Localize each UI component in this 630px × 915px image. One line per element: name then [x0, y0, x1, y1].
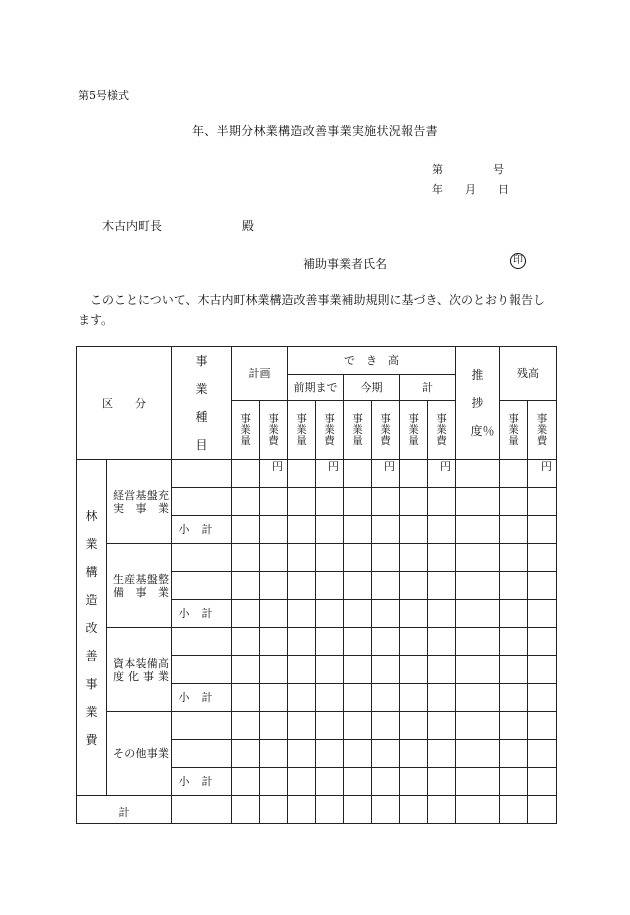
table-cell[interactable] — [456, 544, 500, 572]
table-cell[interactable] — [400, 684, 428, 712]
table-cell[interactable] — [260, 684, 288, 712]
plan-cost-header: 事業費 — [260, 401, 288, 460]
table-cell[interactable] — [428, 572, 456, 600]
addressee: 木古内町長 — [102, 219, 163, 233]
table-cell[interactable] — [500, 544, 528, 572]
doc-no-prefix: 第 — [432, 163, 443, 176]
subtotal-label: 小計 — [172, 768, 232, 796]
table-cell[interactable] — [428, 488, 456, 516]
table-cell[interactable] — [372, 768, 400, 796]
table-cell[interactable] — [400, 796, 428, 824]
table-cell[interactable] — [428, 796, 456, 824]
table-cell[interactable] — [288, 460, 316, 488]
table-cell[interactable] — [528, 516, 557, 544]
plan-qty-header: 事業量 — [232, 401, 260, 460]
table-cell[interactable] — [456, 628, 500, 656]
table-cell[interactable] — [528, 712, 557, 740]
table-cell[interactable] — [372, 516, 400, 544]
table-cell[interactable] — [344, 684, 372, 712]
table-cell[interactable] — [172, 488, 232, 516]
table-cell[interactable] — [288, 684, 316, 712]
table-cell[interactable] — [260, 712, 288, 740]
doc-no-suffix: 号 — [493, 163, 504, 176]
table-cell[interactable] — [172, 712, 232, 740]
table-cell[interactable] — [316, 796, 344, 824]
table-cell[interactable] — [400, 460, 428, 488]
table-cell[interactable] — [456, 712, 500, 740]
table-cell[interactable] — [288, 768, 316, 796]
table-cell[interactable] — [456, 600, 500, 628]
table-cell[interactable] — [400, 488, 428, 516]
yen-unit: 円 — [528, 460, 557, 488]
date-year: 年 — [432, 183, 443, 196]
table-cell[interactable] — [316, 656, 344, 684]
table-cell[interactable] — [316, 628, 344, 656]
table-cell[interactable] — [528, 544, 557, 572]
table-cell[interactable] — [428, 656, 456, 684]
table-cell[interactable] — [232, 516, 260, 544]
table-cell[interactable] — [528, 796, 557, 824]
table-cell[interactable] — [500, 488, 528, 516]
table-cell[interactable] — [316, 740, 344, 768]
table-cell[interactable] — [500, 712, 528, 740]
report-body-text: このことについて、木古内町林業構造改善事業補助規則に基づき、次のとおり報告します。 — [78, 293, 546, 327]
current-header: 今期 — [344, 375, 400, 401]
category-2-label: 生産基盤整備事業 — [107, 544, 172, 628]
table-cell[interactable] — [400, 572, 428, 600]
table-cell[interactable] — [400, 544, 428, 572]
table-cell[interactable] — [372, 712, 400, 740]
remaining-qty-header: 事業量 — [500, 401, 528, 460]
table-cell[interactable] — [260, 544, 288, 572]
date-day: 日 — [498, 183, 509, 196]
table-cell[interactable] — [344, 712, 372, 740]
subtotal-label: 小計 — [172, 600, 232, 628]
table-cell[interactable] — [288, 656, 316, 684]
table-cell[interactable] — [528, 572, 557, 600]
project-type-header: 事業種目 — [172, 347, 232, 460]
table-cell[interactable] — [172, 796, 232, 824]
table-cell[interactable] — [260, 488, 288, 516]
total-qty-header: 事業量 — [400, 401, 428, 460]
table-cell[interactable] — [400, 600, 428, 628]
table-cell[interactable] — [344, 572, 372, 600]
table-cell[interactable] — [344, 628, 372, 656]
table-cell[interactable] — [372, 628, 400, 656]
table-cell[interactable] — [172, 740, 232, 768]
document-title: 年、半期分林業構造改善事業実施状況報告書 — [191, 124, 438, 138]
table-cell[interactable] — [428, 516, 456, 544]
table-cell[interactable] — [344, 768, 372, 796]
table-cell[interactable] — [372, 572, 400, 600]
table-cell[interactable] — [372, 488, 400, 516]
table-cell[interactable] — [260, 740, 288, 768]
grand-total-label: 計 — [77, 796, 172, 824]
table-cell[interactable] — [288, 572, 316, 600]
table-cell[interactable] — [528, 740, 557, 768]
table-cell[interactable] — [456, 460, 500, 488]
table-cell[interactable] — [456, 572, 500, 600]
table-cell[interactable] — [528, 768, 557, 796]
table-cell[interactable] — [528, 628, 557, 656]
table-cell[interactable] — [232, 628, 260, 656]
table-cell[interactable] — [372, 656, 400, 684]
total-col-header: 計 — [400, 375, 456, 401]
table-cell[interactable] — [232, 488, 260, 516]
table-cell[interactable] — [288, 628, 316, 656]
table-cell[interactable] — [260, 796, 288, 824]
remaining-header: 残高 — [500, 347, 557, 401]
table-cell[interactable] — [400, 768, 428, 796]
applicant-label: 補助事業者氏名 — [303, 257, 388, 271]
division-header: 区 分 — [77, 347, 172, 460]
table-cell[interactable] — [344, 516, 372, 544]
table-cell[interactable] — [400, 516, 428, 544]
table-cell[interactable] — [400, 628, 428, 656]
table-cell[interactable] — [316, 544, 344, 572]
table-cell[interactable] — [172, 628, 232, 656]
prior-cost-header: 事業費 — [316, 401, 344, 460]
yen-unit: 円 — [372, 460, 400, 488]
table-cell[interactable] — [528, 656, 557, 684]
table-cell[interactable] — [232, 740, 260, 768]
table-cell[interactable] — [456, 516, 500, 544]
table-cell[interactable] — [316, 488, 344, 516]
table-cell[interactable] — [260, 516, 288, 544]
table-cell[interactable] — [232, 460, 260, 488]
table-cell[interactable] — [232, 768, 260, 796]
table-cell[interactable] — [528, 684, 557, 712]
category-4-label: その他事業 — [107, 712, 172, 796]
table-cell[interactable] — [232, 796, 260, 824]
table-cell[interactable] — [288, 516, 316, 544]
table-cell[interactable] — [456, 740, 500, 768]
table-cell[interactable] — [500, 572, 528, 600]
table-cell[interactable] — [316, 572, 344, 600]
plan-header: 計画 — [232, 347, 288, 401]
table-cell[interactable] — [288, 544, 316, 572]
form-number: 第5号様式 — [78, 89, 129, 102]
current-cost-header: 事業費 — [372, 401, 400, 460]
table-cell[interactable] — [428, 768, 456, 796]
table-cell[interactable] — [232, 600, 260, 628]
table-cell[interactable] — [372, 600, 400, 628]
yen-unit: 円 — [428, 460, 456, 488]
table-cell[interactable] — [232, 684, 260, 712]
table-cell[interactable] — [500, 600, 528, 628]
table-cell[interactable] — [288, 796, 316, 824]
table-cell[interactable] — [316, 684, 344, 712]
table-cell[interactable] — [428, 628, 456, 656]
table-cell[interactable] — [500, 628, 528, 656]
yen-unit: 円 — [316, 460, 344, 488]
table-cell[interactable] — [500, 796, 528, 824]
report-table — [76, 346, 557, 824]
table-cell[interactable] — [456, 768, 500, 796]
table-cell[interactable] — [232, 572, 260, 600]
table-cell[interactable] — [232, 544, 260, 572]
table-cell[interactable] — [428, 740, 456, 768]
table-cell[interactable] — [456, 684, 500, 712]
date-month: 月 — [465, 183, 476, 196]
table-cell[interactable] — [500, 684, 528, 712]
table-cell[interactable] — [400, 740, 428, 768]
table-cell[interactable] — [500, 740, 528, 768]
category-3-label: 資本装備高度化事業 — [107, 628, 172, 712]
table-cell[interactable] — [172, 656, 232, 684]
table-cell[interactable] — [372, 684, 400, 712]
subtotal-label: 小計 — [172, 516, 232, 544]
document-number-block — [432, 160, 509, 200]
table-cell[interactable] — [344, 600, 372, 628]
prior-header: 前期まで — [288, 375, 344, 401]
yen-unit: 円 — [260, 460, 288, 488]
table-cell[interactable] — [344, 656, 372, 684]
seal-mark: 印 — [510, 253, 526, 269]
table-cell[interactable] — [232, 712, 260, 740]
table-cell[interactable] — [316, 768, 344, 796]
table-cell[interactable] — [260, 656, 288, 684]
table-cell[interactable] — [344, 460, 372, 488]
table-cell[interactable] — [428, 712, 456, 740]
table-cell[interactable] — [400, 712, 428, 740]
table-cell[interactable] — [316, 712, 344, 740]
table-cell[interactable] — [260, 600, 288, 628]
table-cell[interactable] — [528, 600, 557, 628]
table-cell[interactable] — [456, 488, 500, 516]
table-cell[interactable] — [344, 544, 372, 572]
table-cell[interactable] — [260, 768, 288, 796]
table-cell[interactable] — [372, 796, 400, 824]
table-cell[interactable] — [316, 600, 344, 628]
table-cell[interactable] — [344, 740, 372, 768]
progress-header: 推捗度％ — [456, 347, 500, 460]
table-cell[interactable] — [172, 572, 232, 600]
table-cell[interactable] — [172, 544, 232, 572]
table-cell[interactable] — [316, 516, 344, 544]
remaining-cost-header: 事業費 — [528, 401, 557, 460]
table-cell[interactable] — [428, 544, 456, 572]
table-cell[interactable] — [260, 572, 288, 600]
total-cost-header: 事業費 — [428, 401, 456, 460]
table-cell[interactable] — [400, 656, 428, 684]
table-cell[interactable] — [288, 740, 316, 768]
table-cell[interactable] — [500, 460, 528, 488]
table-cell[interactable] — [428, 684, 456, 712]
table-cell[interactable] — [500, 516, 528, 544]
table-cell[interactable] — [372, 544, 400, 572]
table-cell[interactable] — [344, 796, 372, 824]
table-cell[interactable] — [288, 488, 316, 516]
table-cell[interactable] — [428, 600, 456, 628]
category-1-label: 経営基盤充実事業 — [107, 460, 172, 544]
table-cell[interactable] — [232, 656, 260, 684]
table-cell[interactable] — [456, 796, 500, 824]
table-cell[interactable] — [260, 628, 288, 656]
table-cell[interactable] — [528, 488, 557, 516]
table-cell[interactable] — [288, 712, 316, 740]
subtotal-label: 小計 — [172, 684, 232, 712]
current-qty-header: 事業量 — [344, 401, 372, 460]
prior-qty-header: 事業量 — [288, 401, 316, 460]
table-cell[interactable] — [500, 768, 528, 796]
table-cell[interactable] — [372, 740, 400, 768]
table-cell[interactable] — [288, 600, 316, 628]
table-cell[interactable] — [172, 460, 232, 488]
table-cell[interactable] — [456, 656, 500, 684]
actual-header: で き 高 — [288, 347, 456, 375]
table-cell[interactable] — [500, 656, 528, 684]
group-label: 林業構造改善事業費 — [77, 460, 107, 796]
table-cell[interactable] — [344, 488, 372, 516]
honorific: 殿 — [242, 219, 255, 233]
